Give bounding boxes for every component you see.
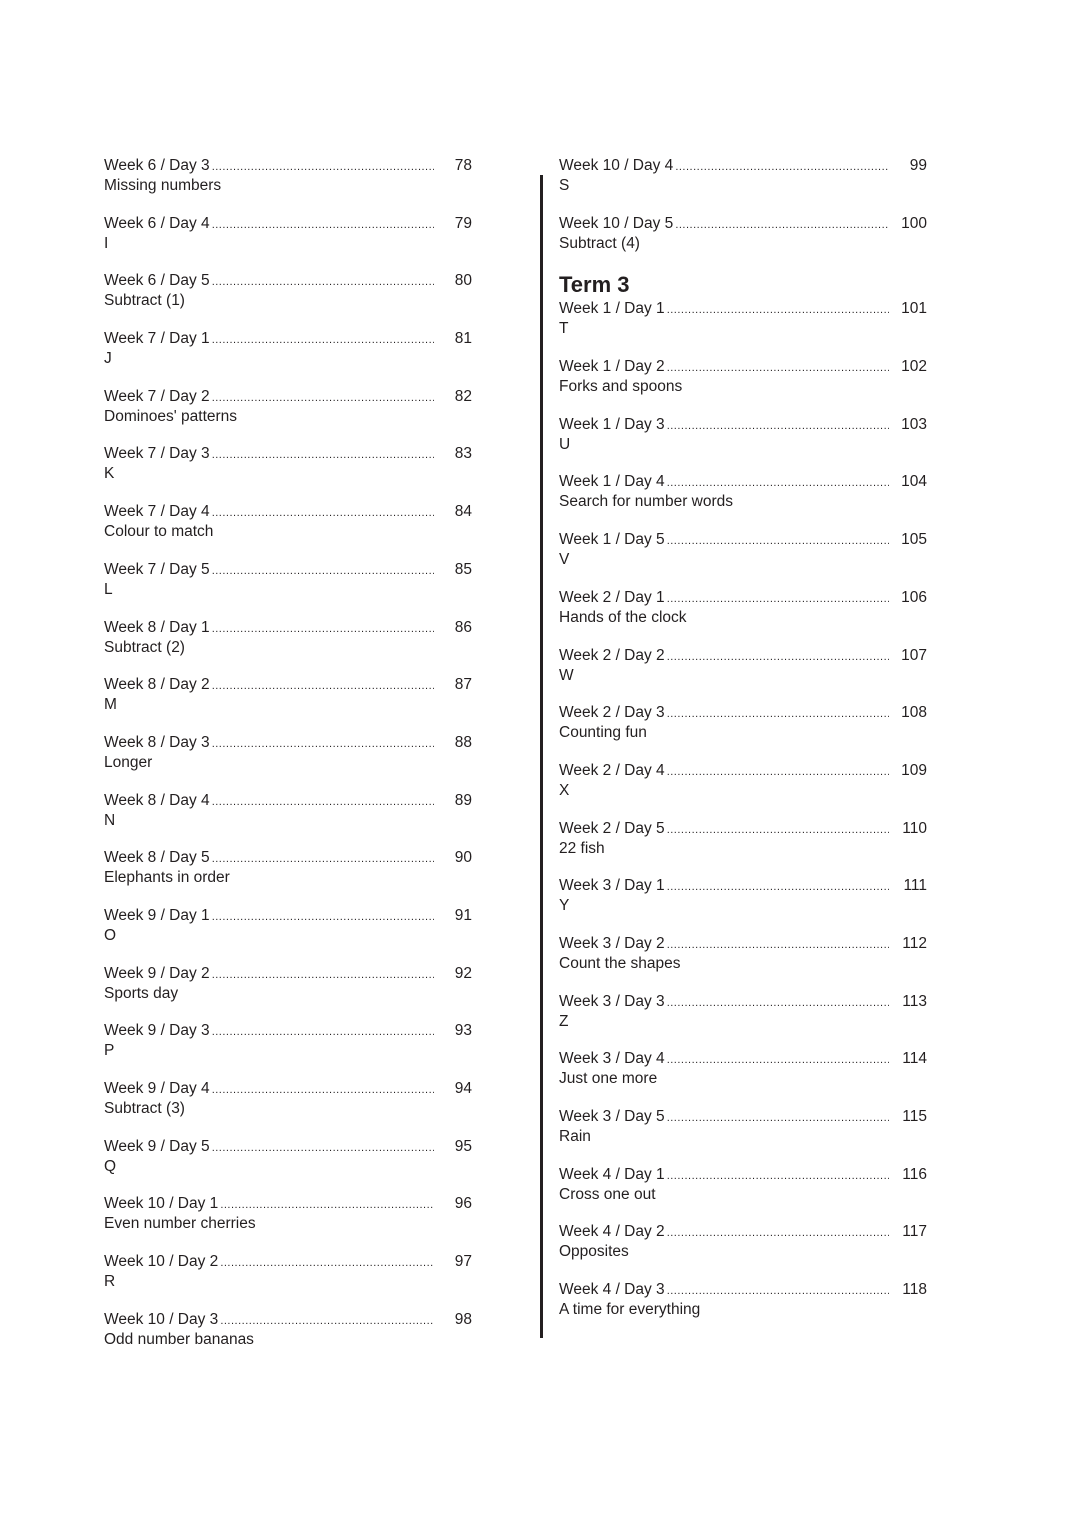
dot-leader: [212, 272, 434, 292]
toc-entry[interactable]: [559, 472, 927, 530]
dot-leader: [667, 704, 889, 724]
toc-entry-heading-line: [104, 271, 472, 291]
dot-leader: [667, 1166, 889, 1186]
toc-entry-heading-line: [104, 387, 472, 407]
dot-leader: [220, 1311, 434, 1331]
toc-entry[interactable]: [104, 848, 472, 906]
dot-leader: [667, 1281, 889, 1301]
toc-entry[interactable]: [104, 560, 472, 618]
toc-entry-heading-line: [104, 1021, 472, 1041]
dot-leader: [212, 330, 434, 350]
toc-entry-page-number: 109: [901, 761, 927, 779]
dot-leader: [212, 561, 434, 581]
toc-entry-label: Week 3 / Day 1: [559, 877, 665, 895]
toc-entry[interactable]: [104, 1137, 472, 1195]
toc-term3-group: [559, 299, 927, 1337]
toc-entry[interactable]: [104, 156, 472, 214]
toc-entry-title: Odd number bananas: [104, 1330, 254, 1348]
toc-entry-title: Longer: [104, 753, 153, 771]
toc-entry-label: Week 7 / Day 1: [104, 330, 210, 348]
toc-entry-title: Z: [559, 1012, 569, 1030]
toc-entry-title: Rain: [559, 1128, 591, 1145]
dot-leader: [212, 619, 434, 639]
toc-entry-page-number: 90: [454, 849, 472, 867]
toc-entry[interactable]: [104, 1194, 472, 1252]
toc-entry-label: Week 1 / Day 1: [559, 300, 665, 318]
toc-entry-label: Week 6 / Day 5: [104, 272, 210, 290]
dot-leader: [675, 215, 889, 235]
toc-entry-title: Search for number words: [559, 493, 734, 511]
toc-entry-page-number: 108: [901, 704, 927, 722]
toc-entry[interactable]: [104, 271, 472, 329]
toc-entry-heading-line: [104, 1252, 472, 1272]
term-heading: Term 3: [559, 272, 630, 298]
toc-entry-label: Week 1 / Day 3: [559, 415, 665, 433]
toc-entry-heading-line: [559, 156, 927, 176]
toc-entry-page-number: 80: [454, 272, 472, 290]
toc-entry-page-number: 115: [902, 1108, 927, 1125]
toc-entry-label: Week 3 / Day 5: [559, 1108, 665, 1125]
toc-entry-page-number: 88: [454, 733, 472, 751]
toc-entry[interactable]: [104, 1079, 472, 1137]
toc-entry-page-number: 97: [454, 1253, 472, 1271]
toc-entry[interactable]: [559, 299, 927, 357]
toc-entry-page-number: 82: [454, 387, 472, 405]
toc-entry-page-number: 100: [901, 214, 927, 232]
toc-entry-page-number: 102: [901, 358, 927, 376]
toc-entry[interactable]: [559, 934, 927, 992]
toc-entry-title: K: [104, 465, 115, 483]
toc-entry[interactable]: [104, 1021, 472, 1079]
toc-entry-heading-line: [104, 214, 472, 234]
toc-entry-heading-line: [559, 934, 927, 954]
toc-entry[interactable]: [559, 214, 927, 272]
toc-entry-label: Week 1 / Day 2: [559, 358, 665, 376]
dot-leader: [667, 1108, 889, 1128]
toc-entry-title: A time for everything: [559, 1301, 701, 1319]
toc-entry-page-number: 86: [454, 618, 472, 636]
toc-entry-heading-line: [104, 618, 472, 638]
toc-entry-label: Week 8 / Day 3: [104, 733, 210, 751]
toc-entry-title: 22 fish: [559, 839, 605, 857]
dot-leader: [667, 416, 889, 436]
dot-leader: [667, 473, 889, 493]
dot-leader: [667, 820, 889, 840]
toc-entry-heading-line: [104, 502, 472, 522]
toc-entry-page-number: 107: [901, 646, 927, 664]
toc-entry[interactable]: [104, 1252, 472, 1310]
toc-left-column: [104, 156, 472, 1367]
toc-entry-page-number: 110: [902, 819, 927, 837]
toc-entry-page-number: 89: [454, 791, 472, 809]
toc-entry-page-number: 96: [454, 1195, 472, 1213]
toc-entry-title: Just one more: [559, 1070, 658, 1088]
toc-entry[interactable]: [104, 791, 472, 849]
toc-entry-title: L: [104, 580, 113, 598]
toc-entry[interactable]: [559, 992, 927, 1050]
toc-entry-heading-line: [104, 733, 472, 753]
toc-entry-heading-line: [559, 1280, 927, 1300]
dot-leader: [212, 215, 434, 235]
dot-leader: [212, 965, 434, 985]
toc-entry-title: I: [104, 234, 109, 252]
toc-entry-page-number: 104: [901, 473, 927, 491]
toc-entry-label: Week 3 / Day 4: [559, 1050, 665, 1068]
toc-entry-heading-line: [104, 964, 472, 984]
dot-leader: [212, 1080, 434, 1100]
toc-entry-page-number: 94: [454, 1080, 472, 1097]
toc-entry[interactable]: [559, 1165, 927, 1223]
toc-entry-title: Hands of the clock: [559, 608, 687, 626]
toc-entry[interactable]: [559, 1107, 927, 1165]
dot-leader: [667, 300, 889, 320]
toc-entry-heading-line: [559, 876, 927, 896]
toc-entry-title: Dominoes' patterns: [104, 407, 238, 425]
toc-entry-heading-line: [104, 1310, 472, 1330]
toc-entry-page-number: 95: [454, 1137, 472, 1155]
column-divider: [540, 175, 543, 1338]
toc-entry[interactable]: [104, 675, 472, 733]
toc-entry-page-number: 111: [903, 877, 927, 895]
toc-entry-heading-line: [559, 992, 927, 1012]
toc-entry-title: J: [104, 350, 112, 368]
toc-entry-label: Week 2 / Day 2: [559, 646, 665, 664]
toc-entry-page-number: 83: [454, 445, 472, 463]
toc-entry-title: Subtract (4): [559, 234, 640, 252]
toc-entry[interactable]: [559, 703, 927, 761]
toc-entry-title: Counting fun: [559, 724, 647, 742]
toc-entry-page-number: 81: [454, 330, 472, 348]
toc-entry-title: Count the shapes: [559, 954, 681, 972]
toc-entry-label: Week 8 / Day 1: [104, 618, 210, 636]
toc-entry-label: Week 10 / Day 4: [559, 157, 674, 174]
toc-entry-page-number: 106: [901, 588, 927, 606]
toc-entry-label: Week 7 / Day 4: [104, 503, 210, 521]
toc-entry-title: Cross one out: [559, 1185, 656, 1203]
dot-leader: [667, 993, 889, 1013]
toc-entry-title: P: [104, 1042, 115, 1060]
toc-entry-label: Week 8 / Day 2: [104, 676, 210, 694]
toc-entry-label: Week 10 / Day 1: [104, 1195, 219, 1213]
toc-entry[interactable]: [104, 1310, 472, 1368]
toc-right-column: [559, 156, 927, 1338]
toc-entry-label: Week 2 / Day 4: [559, 761, 665, 779]
dot-leader: [212, 676, 434, 696]
dot-leader: [667, 762, 889, 782]
toc-entry-label: Week 2 / Day 5: [559, 819, 665, 837]
toc-entry-label: Week 9 / Day 1: [104, 906, 210, 924]
toc-entry-page-number: 93: [454, 1022, 472, 1040]
toc-entry-heading-line: [559, 299, 927, 319]
toc-entry-label: Week 8 / Day 4: [104, 791, 210, 809]
toc-entry-title: N: [104, 811, 116, 829]
dot-leader: [212, 388, 434, 408]
toc-entry-heading-line: [559, 703, 927, 723]
toc-entry-label: Week 9 / Day 3: [104, 1022, 210, 1040]
toc-entry[interactable]: [559, 1049, 927, 1107]
toc-entry-label: Week 7 / Day 3: [104, 445, 210, 463]
toc-entry-page-number: 85: [454, 560, 472, 578]
toc-entry-label: Week 10 / Day 3: [104, 1310, 219, 1328]
toc-entry-page-number: 84: [454, 503, 472, 521]
toc-entry-heading-line: [559, 472, 927, 492]
toc-entry-heading-line: [559, 1049, 927, 1069]
toc-entry-label: Week 4 / Day 1: [559, 1165, 665, 1183]
toc-entry-label: Week 8 / Day 5: [104, 849, 210, 867]
toc-right-top-group: [559, 156, 927, 271]
toc-entry-heading-line: [559, 646, 927, 666]
toc-entry-title: O: [104, 926, 117, 944]
toc-entry-title: Q: [104, 1157, 117, 1175]
toc-entry-page-number: 113: [902, 992, 927, 1010]
toc-entry[interactable]: [559, 819, 927, 877]
toc-entry-title: T: [559, 320, 569, 338]
dot-leader: [220, 1195, 434, 1215]
toc-entry[interactable]: [559, 1280, 927, 1338]
toc-entry-heading-line: [104, 560, 472, 580]
dot-leader: [667, 531, 889, 551]
toc-entry-page-number: 79: [454, 214, 472, 232]
dot-leader: [212, 445, 434, 465]
dot-leader: [212, 1138, 434, 1158]
toc-entry-title: Y: [559, 897, 570, 915]
toc-entry-page-number: 118: [902, 1281, 927, 1299]
toc-entry-label: Week 4 / Day 2: [559, 1223, 665, 1241]
toc-entry-page-number: 105: [901, 531, 927, 549]
toc-entry-heading-line: [104, 156, 472, 176]
toc-entry-title: Subtract (3): [104, 1100, 185, 1117]
toc-entry-heading-line: [559, 530, 927, 550]
toc-entry-heading-line: [559, 819, 927, 839]
toc-entry-label: Week 4 / Day 3: [559, 1281, 665, 1299]
toc-entry[interactable]: [559, 588, 927, 646]
toc-entry-label: Week 9 / Day 4: [104, 1080, 210, 1097]
dot-leader: [212, 792, 434, 812]
toc-entry-title: Elephants in order: [104, 869, 230, 887]
toc-entry-label: Week 10 / Day 5: [559, 214, 674, 232]
toc-entry-title: Subtract (2): [104, 638, 185, 656]
toc-entry-label: Week 1 / Day 5: [559, 531, 665, 549]
dot-leader: [667, 877, 889, 897]
toc-entry-title: S: [559, 177, 570, 194]
toc-entry-title: Forks and spoons: [559, 378, 683, 396]
toc-entry-title: Opposites: [559, 1243, 629, 1261]
toc-entry-heading-line: [104, 906, 472, 926]
dot-leader: [212, 734, 434, 754]
toc-entry-label: Week 3 / Day 3: [559, 992, 665, 1010]
toc-entry-label: Week 6 / Day 3: [104, 157, 210, 174]
toc-entry[interactable]: [559, 357, 927, 415]
dot-leader: [667, 1223, 889, 1243]
toc-entry-label: Week 10 / Day 2: [104, 1253, 219, 1271]
toc-entry[interactable]: [104, 387, 472, 445]
toc-entry-heading-line: [559, 357, 927, 377]
toc-entry-page-number: 92: [454, 964, 472, 982]
toc-entry-title: W: [559, 666, 574, 684]
toc-entry-label: Week 7 / Day 2: [104, 387, 210, 405]
dot-leader: [212, 1022, 434, 1042]
toc-entry-heading-line: [104, 848, 472, 868]
toc-entry-heading-line: [104, 329, 472, 349]
toc-entry[interactable]: [104, 329, 472, 387]
dot-leader: [212, 907, 434, 927]
dot-leader: [675, 157, 889, 177]
toc-entry[interactable]: [559, 156, 927, 214]
toc-entry-heading-line: [559, 588, 927, 608]
toc-entry-title: Colour to match: [104, 523, 214, 541]
toc-entry[interactable]: [104, 906, 472, 964]
toc-entry-heading-line: [559, 1165, 927, 1185]
dot-leader: [667, 358, 889, 378]
toc-entry-heading-line: [559, 214, 927, 234]
toc-entry-label: Week 1 / Day 4: [559, 473, 665, 491]
toc-entry[interactable]: [559, 530, 927, 588]
toc-entry-title: Missing numbers: [104, 177, 222, 194]
toc-entry-heading-line: [104, 791, 472, 811]
toc-entry-title: R: [104, 1273, 116, 1291]
toc-entry-page-number: 78: [454, 157, 472, 174]
toc-entry-label: Week 2 / Day 1: [559, 588, 665, 606]
toc-entry-heading-line: [559, 1107, 927, 1127]
toc-entry-label: Week 2 / Day 3: [559, 704, 665, 722]
dot-leader: [667, 589, 889, 609]
toc-entry[interactable]: [104, 618, 472, 676]
dot-leader: [220, 1253, 434, 1273]
dot-leader: [667, 935, 889, 955]
toc-entry-title: Sports day: [104, 984, 179, 1002]
toc-entry-page-number: 91: [454, 906, 472, 924]
toc-entry[interactable]: [104, 733, 472, 791]
dot-leader: [667, 1050, 889, 1070]
toc-entry-page-number: 116: [902, 1165, 927, 1183]
toc-entry-page-number: 112: [902, 934, 927, 952]
toc-entry-label: Week 9 / Day 2: [104, 964, 210, 982]
dot-leader: [212, 503, 434, 523]
toc-entry-heading-line: [559, 1222, 927, 1242]
toc-entry-title: Subtract (1): [104, 292, 185, 310]
dot-leader: [212, 157, 434, 177]
toc-entry-title: V: [559, 551, 570, 569]
toc-entry-page-number: 114: [902, 1050, 927, 1068]
toc-entry-label: Week 6 / Day 4: [104, 214, 210, 232]
toc-entry-heading-line: [559, 761, 927, 781]
toc-entry-page-number: 99: [909, 157, 927, 174]
toc-entry-heading-line: [559, 415, 927, 435]
toc-entry[interactable]: [104, 444, 472, 502]
toc-entry-label: Week 9 / Day 5: [104, 1137, 210, 1155]
toc-entry[interactable]: [104, 214, 472, 272]
toc-entry-title: M: [104, 696, 117, 714]
toc-entry-page-number: 117: [902, 1223, 927, 1241]
dot-leader: [667, 647, 889, 667]
dot-leader: [212, 849, 434, 869]
toc-entry-heading-line: [104, 675, 472, 695]
toc-entry[interactable]: [559, 876, 927, 934]
toc-entry-heading-line: [104, 444, 472, 464]
toc-entry-label: Week 3 / Day 2: [559, 934, 665, 952]
toc-entry-title: Even number cherries: [104, 1215, 256, 1233]
toc-entry-page-number: 87: [454, 676, 472, 694]
toc-entry[interactable]: [559, 415, 927, 473]
toc-entry-label: Week 7 / Day 5: [104, 560, 210, 578]
toc-entry[interactable]: [104, 502, 472, 560]
toc-entry-heading-line: [104, 1079, 472, 1099]
toc-entry-heading-line: [104, 1137, 472, 1157]
toc-entry[interactable]: [559, 1222, 927, 1280]
toc-entry-page-number: 101: [901, 300, 927, 318]
toc-entry-title: U: [559, 435, 571, 453]
toc-entry-page-number: 98: [454, 1310, 472, 1328]
toc-entry-page-number: 103: [901, 415, 927, 433]
toc-entry-heading-line: [104, 1194, 472, 1214]
toc-entry[interactable]: [559, 761, 927, 819]
toc-entry-title: X: [559, 781, 570, 799]
toc-entry[interactable]: [104, 964, 472, 1022]
toc-entry[interactable]: [559, 646, 927, 704]
